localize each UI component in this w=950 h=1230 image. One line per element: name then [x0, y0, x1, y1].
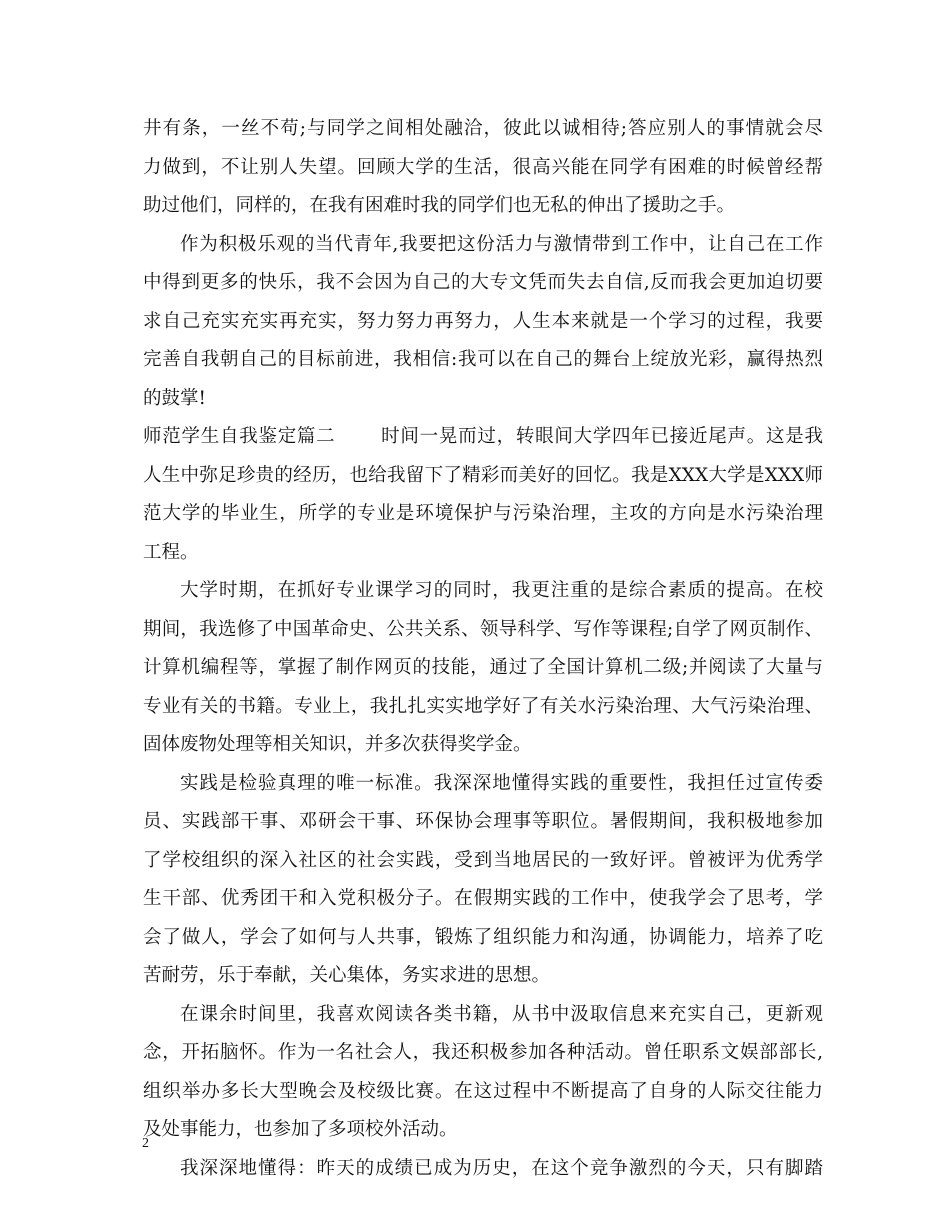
paragraph-line [143, 418, 823, 457]
paragraph-line: 人生中弥足珍贵的经历，也给我留下了精彩而美好的回忆。我是XXX大学是XXX师 [143, 464, 823, 486]
line-text: 时间一晃而过，转眼间大学四年已接近尾声。这是我 [380, 426, 823, 447]
paragraph-line: 完善自我朝自己的目标前进，我相信:我可以在自己的舞台上绽放光彩，赢得热烈 [143, 349, 823, 370]
paragraph-line: 大学时期，在抓好专业课学习的同时，我更注重的是综合素质的提高。在校 [180, 580, 823, 601]
paragraph-line: 期间，我选修了中国革命史、公共关系、领导科学、写作等课程;自学了网页制作、 [143, 618, 823, 640]
paragraph-line: 在课余时间里，我喜欢阅读各类书籍，从书中汲取信息来充实自己，更新观 [180, 1003, 823, 1025]
paragraph [143, 418, 823, 572]
paragraph-line: 会了做人，学会了如何与人共事，锻炼了组织能力和沟通，协调能力，培养了吃 [143, 926, 823, 948]
page-number: 2 [142, 1136, 149, 1151]
paragraph-line: 力做到，不让别人失望。回顾大学的生活，很高兴能在同学有困难的时候曾经帮 [143, 156, 823, 178]
paragraph-line: 中得到更多的快乐，我不会因为自己的大专文凭而失去自信,反而我会更加迫切要 [143, 272, 823, 293]
paragraph [143, 110, 823, 226]
paragraph-line: 助过他们，同样的，在我有困难时我的同学们也无私的伸出了援助之手。 [143, 195, 736, 216]
paragraph-line: 及处事能力，也参加了多项校外活动。 [143, 1119, 458, 1140]
paragraph [143, 1150, 823, 1189]
paragraph-line: 作为积极乐观的当代青年,我要把这份活力与激情带到工作中，让自己在工作 [180, 233, 823, 255]
paragraph-line: 了学校组织的深入社区的社会实践，受到当地居民的一致好评。曾被评为优秀学 [143, 849, 823, 871]
paragraph-line: 生干部、优秀团干和入党积极分子。在假期实践的工作中，使我学会了思考，学 [143, 888, 823, 909]
paragraph-line: 我深深地懂得：昨天的成绩已成为历史，在这个竞争激烈的今天，只有脚踏 [180, 1157, 823, 1179]
paragraph-line: 员、实践部干事、邓研会干事、环保协会理事等职位。暑假期间，我积极地参加 [143, 811, 823, 832]
paragraph-line: 苦耐劳，乐于奉献，关心集体，务实求进的思想。 [143, 965, 551, 986]
paragraph [143, 765, 823, 996]
paragraph [143, 572, 823, 765]
section-heading: 师范学生自我鉴定篇二 [143, 426, 336, 447]
paragraph-line: 计算机编程等，掌握了制作网页的技能，通过了全国计算机二级;并阅读了大量与 [143, 657, 823, 678]
document-body [143, 110, 823, 1188]
paragraph [143, 226, 823, 419]
paragraph [143, 996, 823, 1150]
paragraph-line: 井有条，一丝不苟;与同学之间相处融洽，彼此以诚相待;答应别人的事情就会尽 [143, 118, 823, 139]
paragraph-line: 求自己充实充实再充实，努力努力再努力，人生本来就是一个学习的过程，我要 [143, 310, 823, 332]
paragraph-line: 实践是检验真理的唯一标准。我深深地懂得实践的重要性，我担任过宣传委 [180, 772, 823, 794]
paragraph-line: 专业有关的书籍。专业上，我扎扎实实地学好了有关水污染治理、大气污染治理、 [143, 695, 823, 717]
paragraph-line: 工程。 [143, 541, 199, 563]
paragraph-line: 的鼓掌! [143, 387, 206, 409]
paragraph-line: 念，开拓脑怀。作为一名社会人，我还积极参加各种活动。曾任职系文娱部部长, [143, 1042, 823, 1063]
paragraph-line: 组织举办多长大型晚会及校级比赛。在这过程中不断提高了自身的人际交往能力 [143, 1080, 823, 1102]
paragraph-line: 范大学的毕业生，所学的专业是环境保护与污染治理，主攻的方向是水污染治理 [143, 503, 823, 524]
paragraph-line: 固体废物处理等相关知识，并多次获得奖学金。 [143, 734, 532, 755]
